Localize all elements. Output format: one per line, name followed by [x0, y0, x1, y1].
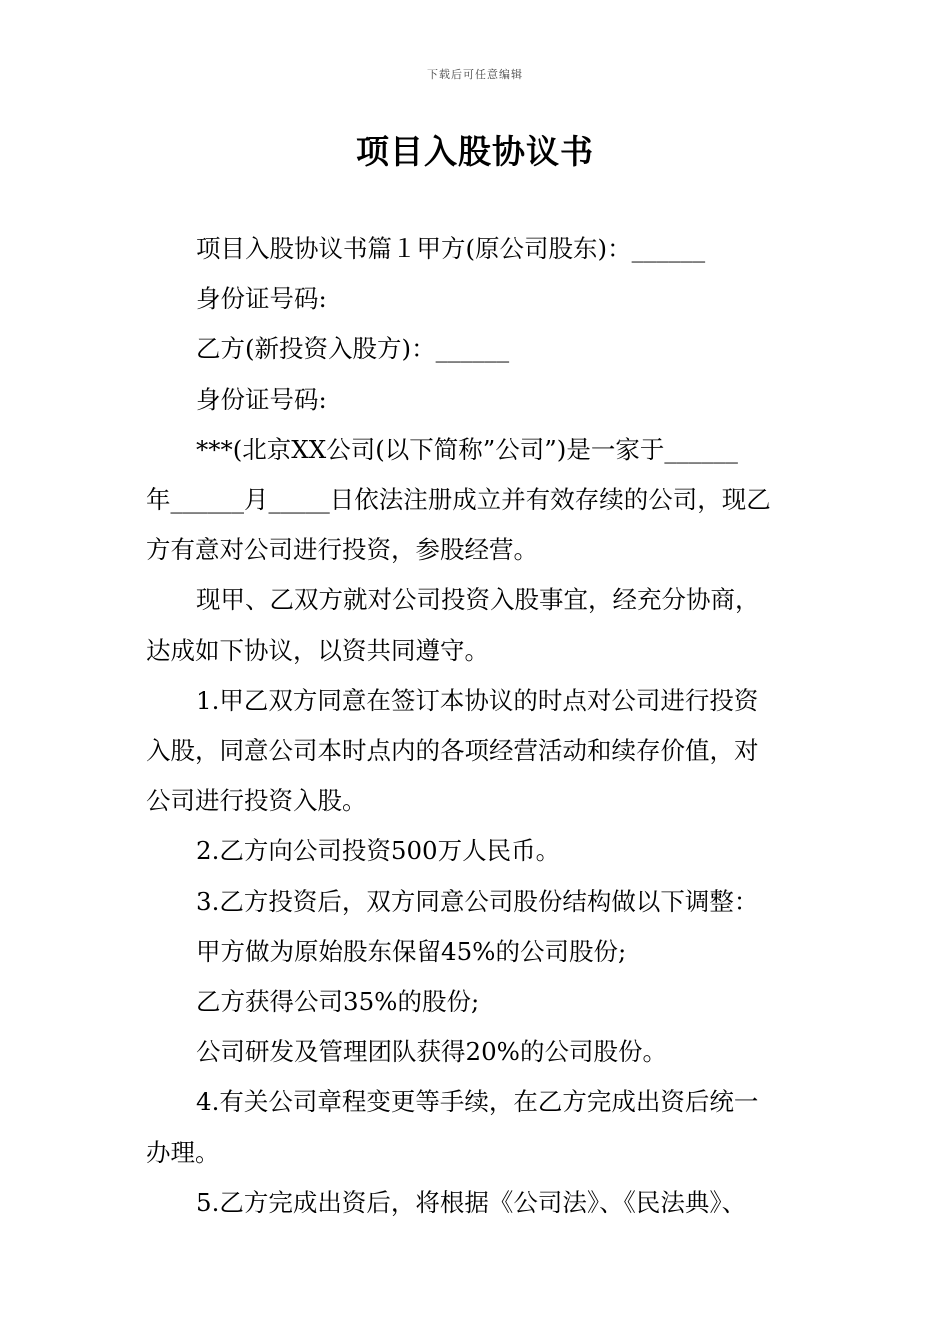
- body-line: 1.甲乙双方同意在签订本协议的时点对公司进行投资: [196, 685, 759, 715]
- body-line: 身份证号码:: [196, 384, 327, 414]
- body-line: ***(北京XX公司(以下简称”公司”)是一家于______: [196, 434, 738, 464]
- body-line: 公司研发及管理团队获得20%的公司股份。: [196, 1037, 667, 1067]
- body-line: 3.乙方投资后，双方同意公司股份结构做以下调整：: [196, 886, 759, 916]
- body-line: 入股，同意公司本时点内的各项经营活动和续存价值，对: [146, 736, 759, 766]
- document-title: 项目入股协议书: [356, 132, 594, 171]
- body-line: 项目入股协议书篇１甲方(原公司股东)：______: [196, 234, 706, 263]
- body-line: 公司进行投资入股。: [146, 786, 367, 816]
- body-line: 5.乙方完成出资后，将根据《公司法》、《民法典》、: [196, 1187, 747, 1217]
- body-line: 乙方获得公司35%的股份;: [196, 987, 480, 1017]
- body-line: 年______月_____日依法注册成立并有效存续的公司，现乙: [146, 485, 771, 515]
- body-line: 现甲、乙双方就对公司投资入股事宜，经充分协商，: [196, 585, 760, 615]
- body-line: 4.有关公司章程变更等手续，在乙方完成出资后统一: [196, 1087, 759, 1117]
- header-note: 下载后可任意编辑: [427, 68, 523, 81]
- body-line: 甲方做为原始股东保留45%的公司股份;: [196, 936, 627, 966]
- body-line: 2.乙方向公司投资500万人民币。: [196, 836, 561, 866]
- body-line: 方有意对公司进行投资，参股经营。: [146, 535, 538, 565]
- body-line: 乙方(新投资入股方)：______: [196, 334, 510, 364]
- body-line: 办理。: [146, 1137, 220, 1167]
- body-line: 身份证号码:: [196, 284, 327, 314]
- document-body: [146, 224, 826, 1228]
- body-line: 达成如下协议，以资共同遵守。: [146, 635, 489, 665]
